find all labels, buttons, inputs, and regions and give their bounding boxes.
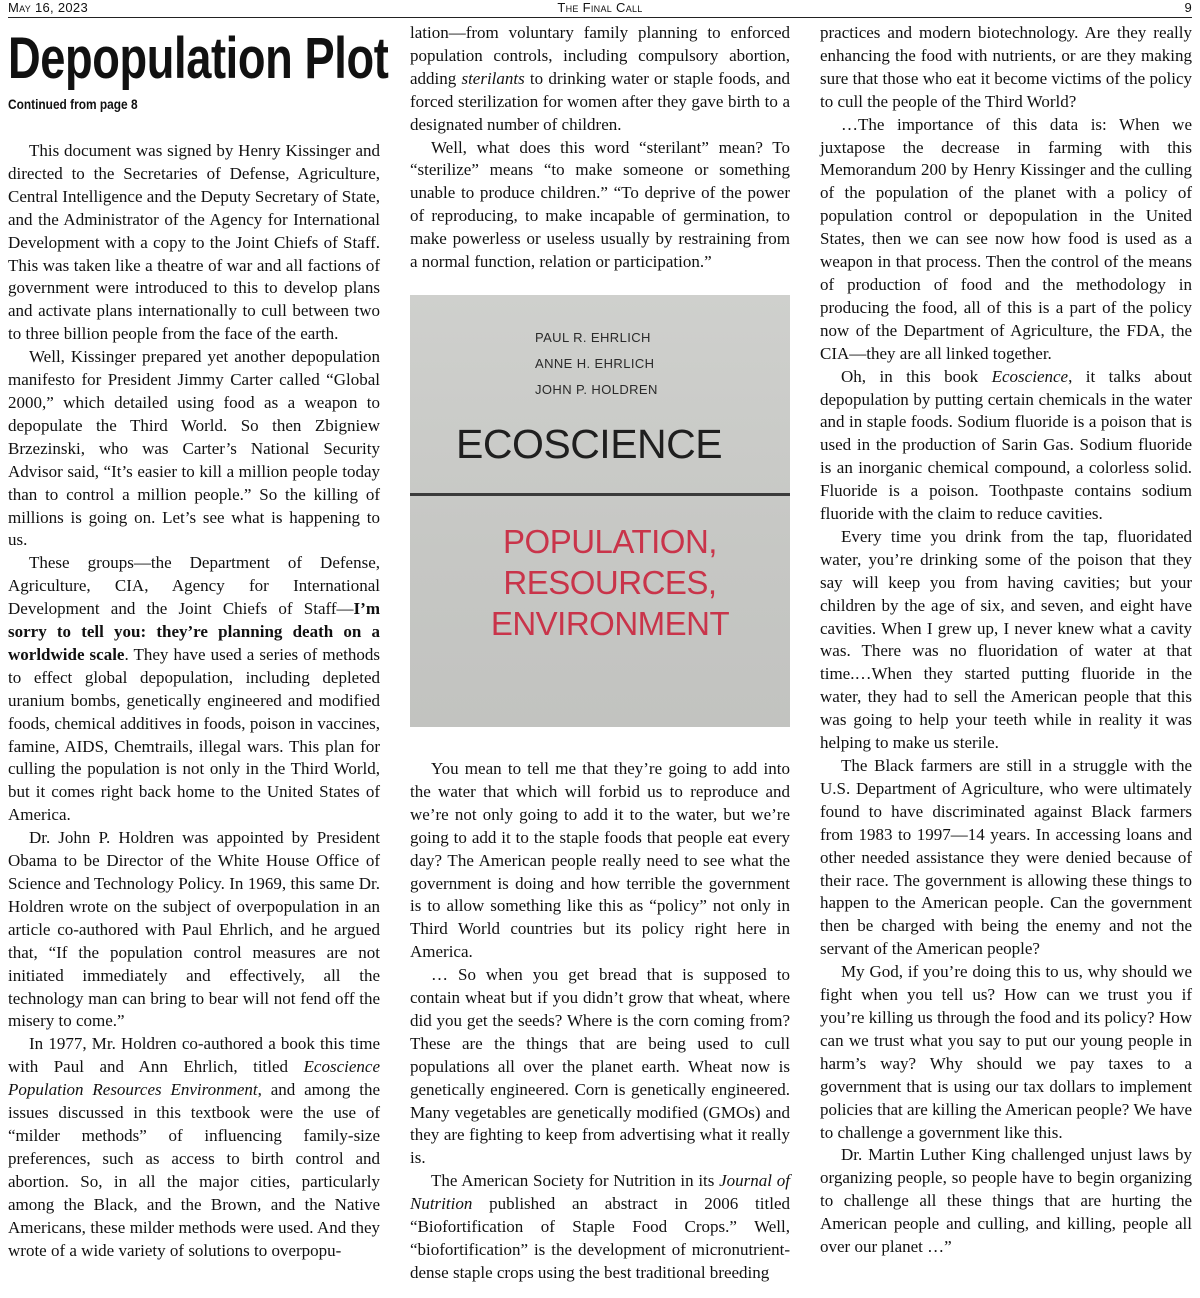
book-authors xyxy=(535,325,658,403)
paragraph: Every time you drink from the tap, fluoridated water, you’re drinking some of the poison that they say will keep you from having cavities; but your children by the age of six, and seven, and eight have cavities. When I grew up, I never knew what a cavity was. There was no fluoridation of water at that time.…When they started putting fluoride in the water, they had to sell the American people that this was going to help your teeth while in reality it was helping to make us sterile. xyxy=(820,526,1192,753)
paragraph-text: These groups—the Department of Defense, Agriculture, CIA, Agency for International Development and the Joint Chiefs of Staff— xyxy=(8,553,380,619)
paragraph xyxy=(8,552,380,827)
paragraph: Dr. John P. Holdren was appointed by President Obama to be Director of the White House Office of Science and Technology Policy. In 1969, this same Dr. Holdren wrote on the subject of overpopulation in an article co-authored with Paul Ehrlich, and he argued that, “If the population control measures are not initiated immediately and effectively, all the technology man can bring to bear will not fend off the misery to come.” xyxy=(8,828,380,1031)
subtitle-line: RESOURCES, xyxy=(503,563,717,601)
page-header xyxy=(8,0,1192,18)
paragraph: Dr. Martin Luther King challenged unjust laws by organizing people, so people have to begin organizing to challenge all these things that are hurting the American people and culling, and killing, people all over our planet …” xyxy=(820,1145,1192,1257)
paragraph: This document was signed by Henry Kissinger and directed to the Secretaries of Defense, Agriculture, Central Intelligence and the Deputy Secretary of State, and the Administrator of the Agency for International Development with a copy to the Joint Chiefs of Staff. This was taken like a theatre of war and all factions of government were introduced to this to develop plans and activate plans internationally to cull between two to three billion people from the face of the earth. xyxy=(8,141,380,344)
publication-name: The Final Call xyxy=(557,0,643,15)
article-column-3 xyxy=(820,22,1192,1298)
journal-title-italic: Journal of Nutrition xyxy=(410,1171,790,1214)
italic-term: sterilants xyxy=(461,68,525,88)
paragraph-text: to drinking water or staple foods, and forced sterilization for women after they gave birth to a designated number of children. xyxy=(410,68,790,134)
paragraph: … So when you get bread that is supposed to contain wheat but if you didn’t grow that wheat, where did you get the seeds? Where is the corn coming from? These are the things that are being used to cull populations all over the planet earth. Wheat now is genetically engineered. Corn is genetically engineered. Many vegetables are genetically modified (GMOs) and they are fighting to keep from advertising what it really is. xyxy=(410,965,790,1168)
book-title-italic: Ecoscience Population Resources Environment xyxy=(8,1057,380,1100)
paragraph-text: The American Society for Nutrition in its xyxy=(431,1171,720,1191)
book-author: PAUL R. EHRLICH xyxy=(535,329,651,345)
paragraph: Well, Kissinger prepared yet another depopulation manifesto for President Jimmy Carter called “Global 2000,” which detailed using food as a weapon to depopulate the Third World. So then Zbigniew Brzezinski, who was Carter’s National Security Advisor said, “It’s easier to kill a million people today than to control a million people.” So the killing of millions is going on. Let’s see what is happening to us. xyxy=(8,347,380,550)
paragraph-text: Oh, in this book xyxy=(841,366,992,386)
paragraph: practices and modern biotechnology. Are they really enhancing the food with nutrients, or are they making sure that those who eat it become victims of the policy to cull the people of the Third World? xyxy=(820,23,1192,111)
issue-date: May 16, 2023 xyxy=(8,0,88,15)
paragraph xyxy=(410,1170,790,1285)
paragraph-text: , it talks about depopulation by putting certain chemicals in the water and in staple foods. Sodium fluoride is a poison that is used in the production of Sarin Gas. Sodium fluoride is an inorganic chemical compound, a colorless solid. Fluoride is a poison. Toothpaste contains sodium fluoride with the claim to reduce cavities. xyxy=(820,366,1193,524)
paragraph-text: lation—from voluntary family planning to enforced population controls, including compulsory abortion, adding xyxy=(410,23,790,88)
paragraph: Well, what does this word “sterilant” mean? To “sterilize” means “to make someone or something unable to produce children.” “To deprive of the power of reproducing, to make incapable of germination, to make powerless or useless usually by restraining from a normal function, relation or participation.” xyxy=(410,137,790,272)
book-subtitle xyxy=(460,521,760,644)
jump-line: Continued from page 8 xyxy=(8,96,138,112)
page-number: 9 xyxy=(1184,0,1192,15)
book-title-italic: Ecoscience xyxy=(991,366,1069,386)
headline: Depopulation Plot xyxy=(8,26,389,91)
paragraph: You mean to tell me that they’re going to add into the water that which will forbid us to reproduce and we’re not only going to add it to the water, but we’re going to add it to the staple foods that people eat every day? The American people really need to see what the government is doing and how terrible the government is to allow something like this as “policy” not only in Third World countries but its policy right here in America. xyxy=(410,758,790,962)
paragraph: …The importance of this data is: When we juxtapose the decrease in farming with this Memorandum 200 by Henry Kissinger and the culling of the population of the planet with a policy of population control or depopulation in the United States, then we can see now how food is used as a weapon in that process. Then the control of the means of production of food and the methodology in producing the food, all of this is a part of the policy now of the Department of Agriculture, the FDA, the CIA—they are all linked together. xyxy=(820,114,1192,363)
article-column-1 xyxy=(8,22,389,1298)
paragraph-text: In 1977, Mr. Holdren co-authored a book this time with Paul and Ann Ehrlich, titled xyxy=(8,1034,380,1077)
subtitle-line: ENVIRONMENT xyxy=(490,604,730,642)
article-column-2 xyxy=(410,22,790,1298)
paragraph: The Black farmers are still in a struggle with the U.S. Department of Agriculture, who were ultimately found to have discriminated against Black farmers from 1983 to 1997—14 years. In accessing loans and other needed assistance they were denied because of their race. The government is allowing these things to happen to the American people. Can the government then be charged with being the enemy and not the servant of the American people? xyxy=(820,756,1192,959)
book-title: ECOSCIENCE xyxy=(456,420,723,467)
paragraph xyxy=(8,1033,380,1262)
paragraph xyxy=(410,22,790,137)
subtitle-line: POPULATION, xyxy=(503,522,717,560)
paragraph: My God, if you’re doing this to us, why should we fight when you tell us? How can we trust you if you’re killing us through the food and its policy? How can we trust what you say to put our young people in harm’s way? Why should we pay taxes to a government that is using our tax dollars to implement policies that are killing the American people? We have to challenge a government like this. xyxy=(820,962,1192,1142)
cover-divider xyxy=(410,493,790,496)
emphasis-text: I’m sorry to tell you: they’re planning death on a worldwide scale xyxy=(8,599,380,664)
paragraph-text: published an abstract in 2006 titled “Biofortification of Staple Food Crops.” Well, “biofortification” is the development of micronutrient-dense staple crops using the best traditional breeding xyxy=(410,1194,790,1282)
book-author: ANNE H. EHRLICH xyxy=(535,355,655,371)
book-author: JOHN P. HOLDREN xyxy=(535,381,658,397)
paragraph-text: . They have used a series of methods to effect global depopulation, including depleted uranium bombs, genetically engineered and modified foods, chemical additives in foods, poison in vaccines, famine, AIDS, Chemtrails, illegal wars. This plan for culling the population is not only in the Third World, but it comes right back home to the United States of America. xyxy=(8,644,380,825)
paragraph xyxy=(820,366,1192,526)
paragraph-text: , and among the issues discussed in this textbook were the use of “milder methods” of influencing family-size preferences, such as access to birth control and abortion. So, in all the major cities, particularly among the Black, and the Brown, and the Native Americans, these milder methods were used. And they wrote of a wide variety of solutions to overpopu- xyxy=(8,1080,380,1260)
book-cover-photo xyxy=(410,295,790,727)
